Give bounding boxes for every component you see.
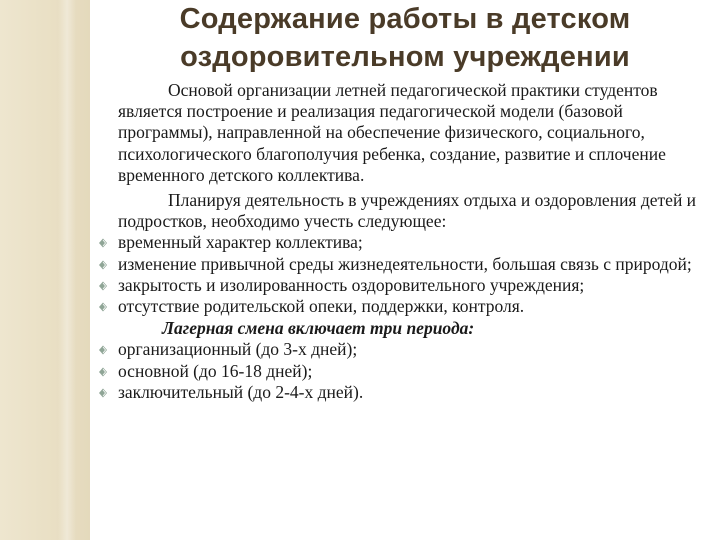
leaf-bullet-icon	[98, 238, 108, 248]
list-item	[118, 275, 712, 296]
list-item	[118, 254, 712, 275]
list-item	[118, 232, 712, 253]
list-item	[118, 361, 712, 382]
decorative-side-band	[0, 0, 90, 540]
decorative-side-shade	[58, 0, 76, 540]
list-item	[118, 382, 712, 403]
intro-paragraph: Основой организации летней педагогической практики студентов является построение и реализация педагогической модели (базовой программы), направленной на обеспечение физического, социального, психологического благополучия ребенка, создание, развитие и сплочение временного детского коллектива.	[118, 80, 666, 185]
list-item-text: закрытость и изолированность оздоровительного учреждения;	[118, 274, 585, 295]
list-item-text: изменение привычной среды жизнедеятельности, большая связь с природой;	[118, 253, 692, 274]
periods-heading: Лагерная смена включает три периода:	[162, 318, 475, 339]
leaf-bullet-icon	[98, 260, 108, 270]
list-item	[118, 339, 712, 360]
leaf-bullet-icon	[98, 302, 108, 312]
list-item-text: заключительный (до 2-4-х дней).	[118, 381, 364, 402]
leaf-bullet-icon	[98, 281, 108, 291]
slide-body	[118, 80, 712, 403]
list-item-text: организационный (до 3-х дней);	[118, 339, 358, 360]
slide-title: Содержание работы в детском оздоровительном учреждении	[179, 3, 631, 73]
list-item-text: отсутствие родительской опеки, поддержки, контроля.	[118, 296, 525, 317]
leaf-bullet-icon	[98, 367, 108, 377]
list-item-text: основной (до 16-18 дней);	[118, 360, 313, 381]
planning-paragraph: Планируя деятельность в учреждениях отдыха и оздоровления детей и подростков, необходимо учесть следующее:	[118, 190, 697, 232]
periods-list	[118, 339, 712, 403]
list-item	[118, 296, 712, 317]
list-item-text: временный характер коллектива;	[118, 232, 363, 253]
considerations-list	[118, 232, 712, 317]
leaf-bullet-icon	[98, 388, 108, 398]
leaf-bullet-icon	[98, 345, 108, 355]
